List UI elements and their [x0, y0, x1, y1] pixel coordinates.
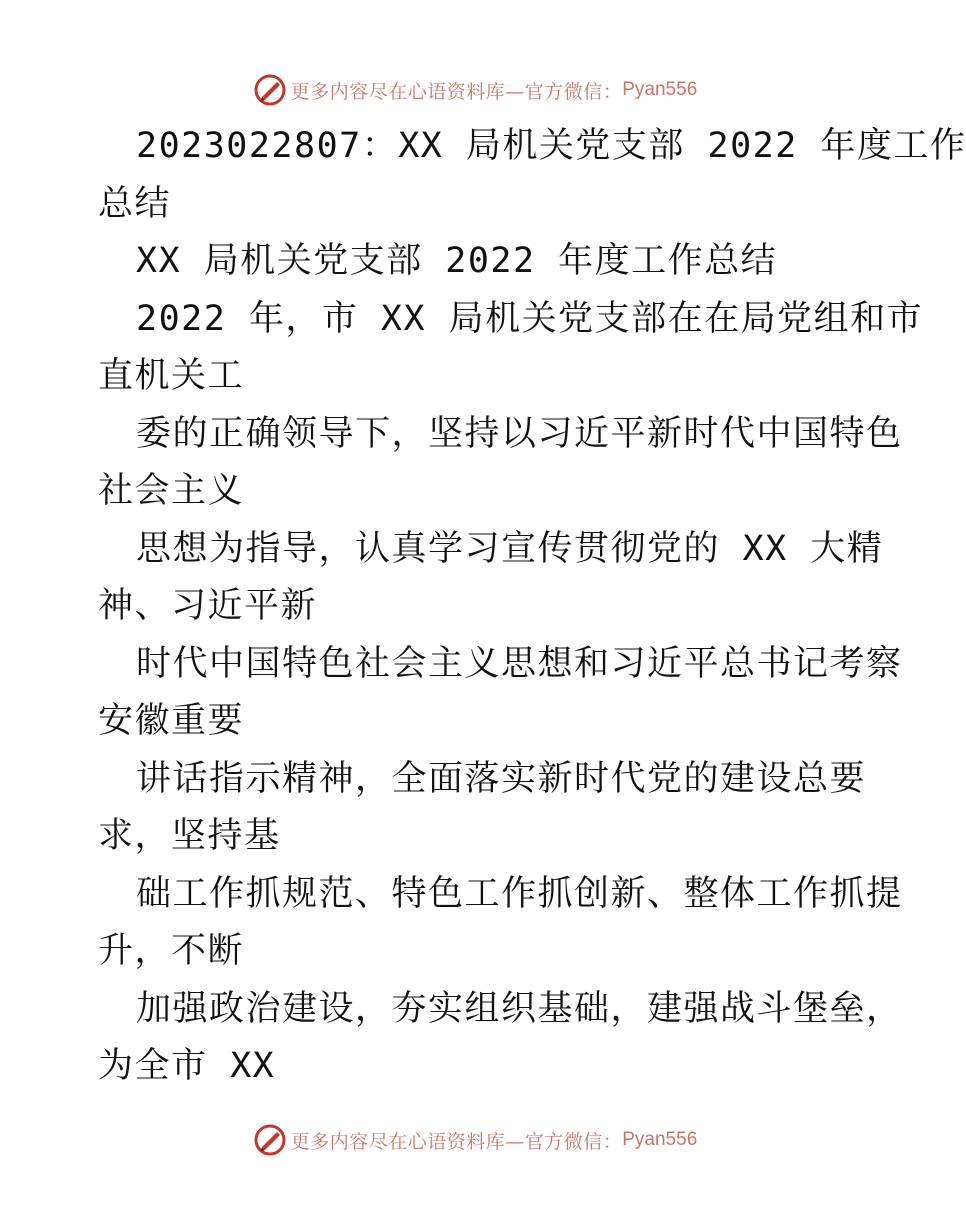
header-banner-text: 更多内容尽在心语资料库—官方微信： [290, 80, 623, 103]
body-line: 为全市 XX [98, 1046, 276, 1086]
body-line: 础工作抓规范、特色工作抓创新、整体工作抓提 [136, 873, 903, 914]
footer-banner-text: 更多内容尽在心语资料库—官方微信： [290, 1130, 623, 1153]
footer-wechat-id: Pyan556 [622, 1129, 698, 1150]
body-line: 直机关工 [98, 356, 245, 396]
body-line: 2022 年，市 XX 局机关党支部在在局党组和市 [136, 298, 924, 339]
pen-logo-icon [253, 73, 287, 107]
body-line: 2023022807：XX 局机关党支部 2022 年度工作 [136, 126, 966, 166]
body-line: 神、习近平新 [98, 586, 318, 626]
footer-banner [0, 1120, 950, 1160]
body-line: 求，坚持基 [98, 816, 281, 856]
body-line: 社会主义 [98, 471, 245, 511]
body-line: 思想为指导，认真学习宣传贯彻党的 XX 大精 [136, 528, 884, 569]
body-line: 委的正确领导下，坚持以习近平新时代中国特色 [136, 413, 903, 454]
body-line: 升，不断 [98, 931, 245, 971]
header-wechat-id: Pyan556 [622, 79, 698, 100]
body-line: 安徽重要 [98, 701, 245, 741]
document-body [98, 118, 966, 1096]
body-line: 时代中国特色社会主义思想和习近平总书记考察 [136, 643, 903, 684]
body-line: 加强政治建设，夯实组织基础，建强战斗堡垒， [136, 988, 903, 1029]
body-line: 讲话指示精神，全面落实新时代党的建设总要 [136, 758, 867, 799]
pen-logo-icon [253, 1123, 287, 1157]
body-line: XX 局机关党支部 2022 年度工作总结 [136, 241, 778, 281]
body-line: 总结 [98, 183, 172, 224]
header-banner [0, 70, 950, 110]
